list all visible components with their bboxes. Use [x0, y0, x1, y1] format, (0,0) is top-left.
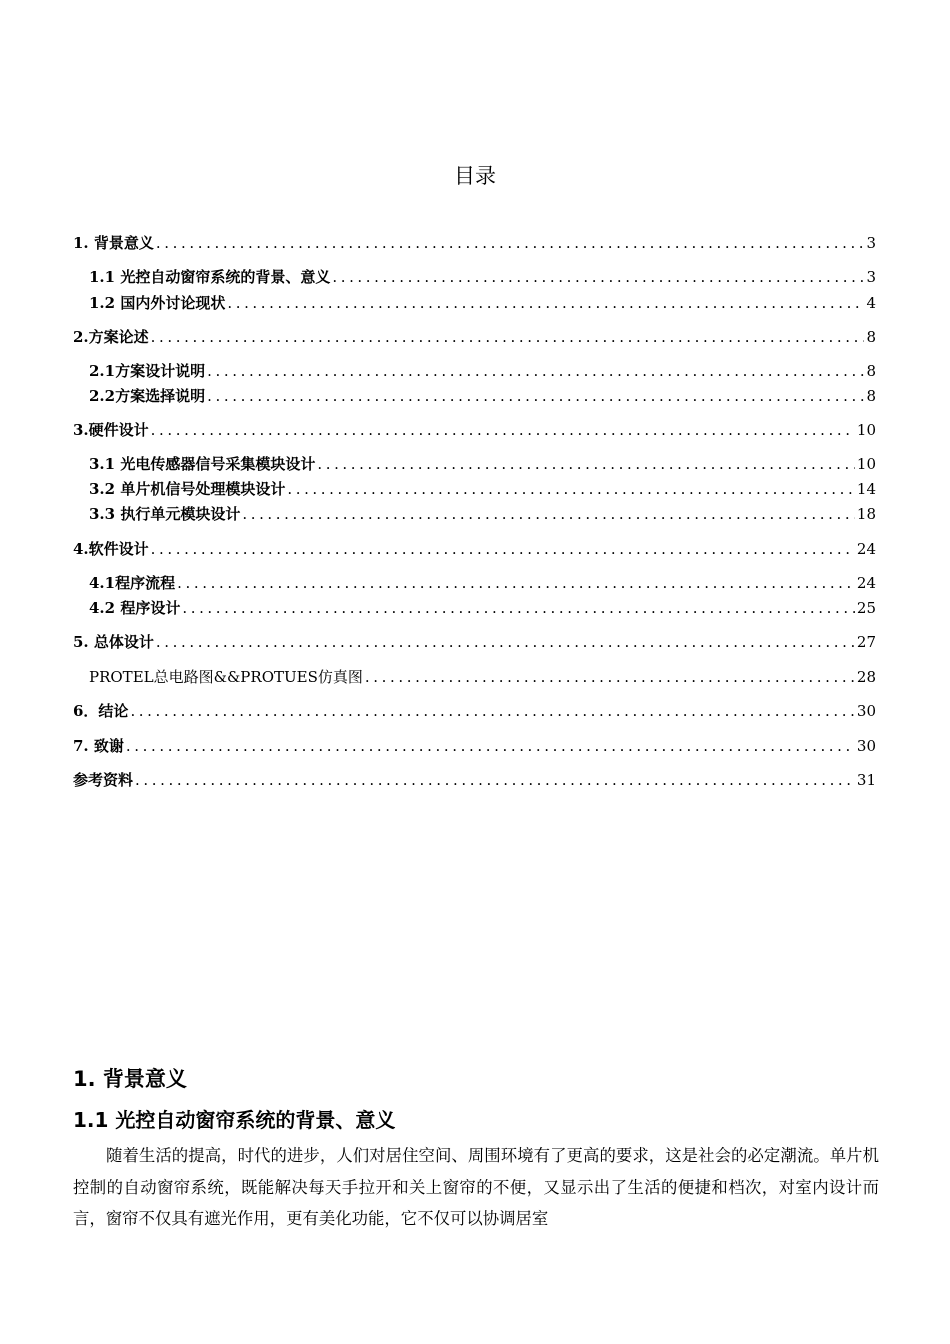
toc-leader-dots — [182, 599, 855, 617]
toc-entry-label: 6．结论 — [73, 702, 129, 720]
toc-leader-dots — [156, 633, 855, 651]
toc-entry-label: 3.硬件设计 — [73, 421, 149, 439]
toc-entry-page: 28 — [856, 668, 876, 686]
toc-entry-page: 24 — [856, 574, 876, 592]
toc-entry[interactable] — [73, 666, 876, 688]
toc-entry-label: 4.2 程序设计 — [89, 599, 181, 617]
toc-leader-dots — [317, 455, 855, 473]
toc-leader-dots — [156, 234, 865, 252]
toc-entry-label: 2.1方案设计说明 — [89, 362, 206, 380]
toc-leader-dots — [135, 771, 855, 789]
toc-entry-page: 10 — [856, 455, 876, 473]
toc-entry-page: 8 — [866, 387, 876, 405]
toc-entry[interactable] — [73, 266, 876, 288]
toc-entry[interactable] — [73, 360, 876, 382]
toc-entry-page: 27 — [856, 633, 876, 651]
toc-entry-label: 1. 背景意义 — [73, 234, 154, 252]
toc-entry[interactable] — [73, 419, 876, 441]
toc-entry-label: 3.1 光电传感器信号采集模块设计 — [89, 455, 316, 473]
toc-entry-page: 3 — [866, 234, 876, 252]
toc-entry[interactable] — [73, 232, 876, 254]
toc-entry[interactable] — [73, 735, 876, 757]
toc-entry[interactable] — [73, 385, 876, 407]
toc-entry-label: 4.软件设计 — [73, 540, 149, 558]
toc-entry-label: 3.3 执行单元模块设计 — [89, 505, 241, 523]
toc-entry-page: 10 — [856, 421, 876, 439]
toc-entry-page: 18 — [856, 505, 876, 523]
toc-entry-label: 2.2方案选择说明 — [89, 387, 206, 405]
body-paragraph: 随着生活的提高，时代的进步，人们对居住空间、周围环境有了更高的要求，这是社会的必定潮流。单片机控制的自动窗帘系统，既能解决每天手拉开和关上窗帘的不便，又显示出了生活的便捷和档次，对室内设计而言，窗帘不仅具有遮光作用，更有美化功能，它不仅可以协调居室 — [73, 1146, 879, 1228]
toc-entry[interactable] — [73, 631, 876, 653]
toc-leader-dots — [207, 387, 864, 405]
toc-entry-label: 2.方案论述 — [73, 328, 149, 346]
toc-entry-page: 31 — [856, 771, 876, 789]
toc-leader-dots — [151, 540, 855, 558]
toc-entry[interactable] — [73, 572, 876, 594]
toc-entry-label: PROTEL总电路图&&PROTUES仿真图 — [89, 668, 363, 686]
toc-entry-label: 参考资料 — [73, 771, 134, 789]
toc-entry[interactable] — [73, 503, 876, 525]
toc-leader-dots — [207, 362, 864, 380]
toc-entry-page: 14 — [856, 480, 876, 498]
section-heading: 1. 背景意义 — [73, 1067, 187, 1091]
toc-entry-page: 30 — [856, 702, 876, 720]
toc-entry-label: 1.1 光控自动窗帘系统的背景、意义 — [89, 268, 331, 286]
toc-leader-dots — [332, 268, 864, 286]
toc-leader-dots — [242, 505, 855, 523]
toc-leader-dots — [151, 328, 865, 346]
toc-entry[interactable] — [73, 326, 876, 348]
toc-entry-page: 8 — [866, 362, 876, 380]
toc-entry-page: 3 — [866, 268, 876, 286]
toc-leader-dots — [151, 421, 855, 439]
toc-leader-dots — [126, 737, 855, 755]
toc-title: 目录 — [454, 164, 496, 188]
toc-entry-page: 25 — [856, 599, 876, 617]
toc-entry-page: 8 — [866, 328, 876, 346]
toc-entry-label: 3.2 单片机信号处理模块设计 — [89, 480, 286, 498]
toc-leader-dots — [177, 574, 855, 592]
toc-entry-label: 7. 致谢 — [73, 737, 124, 755]
toc-leader-dots — [365, 668, 855, 686]
toc-entry-label: 4.1程序流程 — [89, 574, 176, 592]
toc-entry[interactable] — [73, 453, 876, 475]
toc-entry[interactable] — [73, 538, 876, 560]
toc-entry[interactable] — [73, 292, 876, 314]
toc-entry-page: 4 — [866, 294, 876, 312]
toc-entry[interactable] — [73, 478, 876, 500]
toc-entry[interactable] — [73, 769, 876, 791]
toc-entry[interactable] — [73, 597, 876, 619]
toc-leader-dots — [227, 294, 864, 312]
toc-leader-dots — [287, 480, 855, 498]
toc-entry-page: 24 — [856, 540, 876, 558]
toc-entry-page: 30 — [856, 737, 876, 755]
toc-entry-label: 5. 总体设计 — [73, 633, 154, 651]
toc-entry[interactable] — [73, 700, 876, 722]
subsection-heading: 1.1 光控自动窗帘系统的背景、意义 — [73, 1108, 396, 1132]
toc-entry-label: 1.2 国内外讨论现状 — [89, 294, 226, 312]
toc-leader-dots — [130, 702, 854, 720]
